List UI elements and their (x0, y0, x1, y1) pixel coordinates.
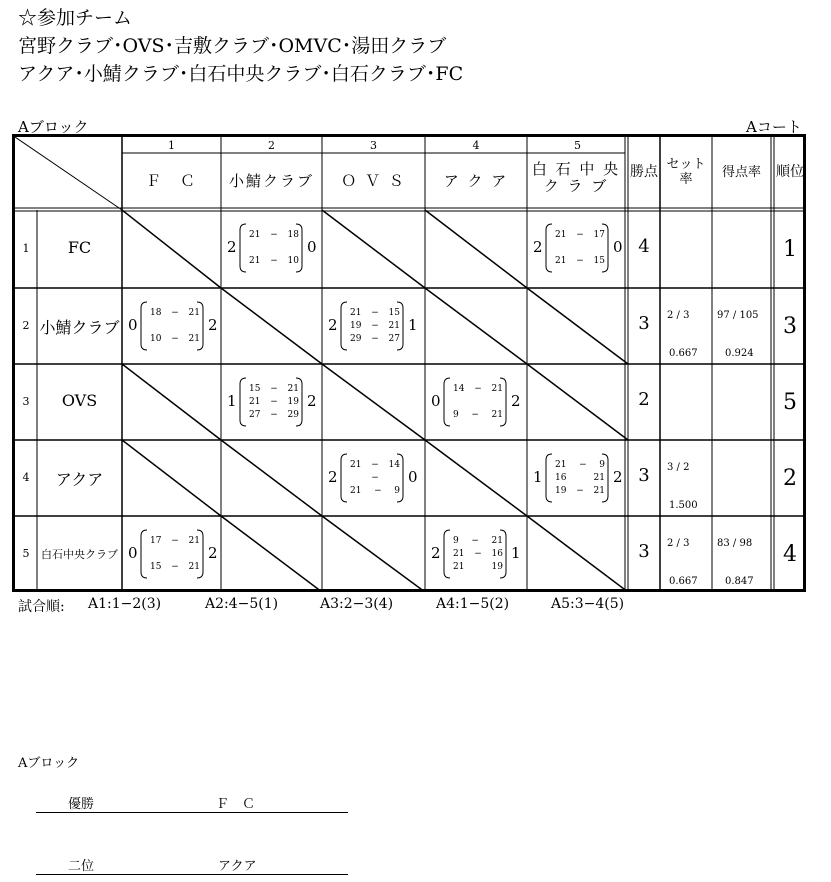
set-points: 21 (593, 486, 605, 496)
row-team-name-4: アクア (55, 470, 104, 489)
set-points: 21 (188, 536, 200, 546)
match-order-5: A5:3−4(5) (551, 596, 625, 612)
set-rate-value-5: 0.667 (669, 576, 698, 587)
set-points: 21 (453, 549, 465, 559)
table-grid (15, 137, 803, 589)
column-number-5: 5 (574, 139, 581, 152)
match-right-score: 2 (511, 392, 521, 410)
set-scores-bracket (545, 222, 609, 274)
column-team-name-2: 小鯖クラブ (228, 172, 314, 190)
set-dash: − (474, 384, 482, 394)
set-points: 16 (491, 549, 503, 559)
set-points: 15 (388, 308, 400, 318)
set-dash: − (270, 384, 278, 394)
set-score (249, 384, 299, 394)
set-score (350, 321, 400, 331)
set-score (350, 473, 400, 483)
set-points: 21 (555, 256, 567, 266)
row-rank-4: 2 (783, 466, 797, 491)
set-points: 21 (350, 460, 362, 470)
set-dash: − (371, 473, 379, 483)
corner-diagonal (15, 137, 122, 210)
set-points: 21 (491, 410, 503, 420)
left-bracket (546, 224, 552, 272)
empty-cell-diagonal (322, 364, 425, 440)
match-cell (128, 524, 220, 584)
row-team-name-1: FC (67, 238, 92, 257)
row-team-name-3: OVS (61, 391, 98, 410)
standings-table (12, 134, 806, 592)
set-dash: − (270, 256, 278, 266)
set-score (150, 536, 200, 546)
row-number-2: 2 (22, 319, 30, 332)
set-dash: − (474, 549, 482, 559)
set-scores-bracket (239, 222, 303, 274)
set-points: 21 (287, 384, 299, 394)
set-points: 21 (350, 486, 362, 496)
set-dash: − (371, 460, 379, 470)
set-score (249, 256, 299, 266)
row-points-2: 3 (638, 313, 650, 334)
match-right-score: 2 (208, 544, 218, 562)
set-dash: − (471, 410, 479, 420)
set-score (350, 460, 400, 470)
left-bracket (546, 454, 552, 502)
match-cell (328, 448, 420, 508)
set-points: 17 (150, 536, 162, 546)
set-scores-bracket (443, 376, 507, 428)
set-points: 18 (150, 308, 162, 318)
set-points: 9 (394, 486, 400, 496)
match-right-score: 2 (613, 468, 623, 486)
empty-cell-diagonal (122, 440, 221, 516)
row-rank-2: 3 (783, 314, 797, 339)
set-rate-fraction-5: 2 / 3 (667, 538, 690, 549)
set-points: 21 (350, 308, 362, 318)
set-score (350, 308, 400, 318)
set-dash: − (371, 321, 379, 331)
match-cell (431, 372, 523, 432)
set-score (453, 384, 503, 394)
set-points: 21 (188, 562, 200, 572)
set-scores-bracket (443, 528, 507, 580)
set-points: 27 (388, 334, 400, 344)
set-dash: − (371, 334, 379, 344)
row-number-4: 4 (22, 471, 30, 484)
set-points: 17 (593, 230, 605, 240)
row-points-5: 3 (638, 541, 650, 562)
empty-cell-diagonal (122, 210, 221, 288)
set-points: 19 (287, 397, 299, 407)
column-number-3: 3 (370, 139, 377, 152)
match-left-score: 2 (227, 238, 237, 256)
set-points: 21 (453, 562, 465, 572)
set-points: 21 (555, 230, 567, 240)
set-score (249, 230, 299, 240)
set-points: 21 (593, 473, 605, 483)
set-dash: − (171, 308, 179, 318)
set-score (453, 562, 503, 572)
set-points: 19 (350, 321, 362, 331)
set-scores-bracket (140, 300, 204, 352)
second-place-label: 二位 (68, 859, 95, 874)
first-place-underline (36, 812, 348, 813)
score-rate-fraction-5: 83 / 98 (717, 538, 753, 549)
set-points: 15 (593, 256, 605, 266)
match-left-score: 2 (431, 544, 441, 562)
set-scores-bracket (340, 300, 404, 352)
match-left-score: 0 (128, 316, 138, 334)
set-points: 9 (453, 410, 459, 420)
empty-cell-diagonal (221, 440, 322, 516)
set-scores-bracket (545, 452, 609, 504)
set-dash: − (471, 536, 479, 546)
set-dash: − (270, 410, 278, 420)
header-rank: 順位 (776, 164, 804, 180)
set-points: 18 (287, 230, 299, 240)
set-dash: − (576, 256, 584, 266)
match-right-score: 1 (511, 544, 521, 562)
empty-cell-diagonal (221, 288, 322, 364)
set-dash: − (374, 486, 382, 496)
set-points: 15 (150, 562, 162, 572)
set-rate-fraction-4: 3 / 2 (667, 462, 690, 473)
empty-cell-diagonal (322, 210, 425, 288)
match-cell (533, 448, 625, 508)
title: ☆参加チーム (18, 7, 133, 29)
set-points: 27 (249, 410, 261, 420)
match-right-score: 0 (307, 238, 317, 256)
match-order-1: A1:1−2(3) (88, 596, 162, 612)
set-rate-fraction-2: 2 / 3 (667, 310, 690, 321)
set-points: 9 (599, 460, 605, 470)
set-score (453, 536, 503, 546)
match-cell (227, 372, 319, 432)
match-right-score: 0 (408, 468, 418, 486)
set-points: 9 (453, 536, 459, 546)
header-set-rate: セット 率 (666, 157, 706, 187)
set-points: 10 (287, 256, 299, 266)
set-points: 10 (150, 334, 162, 344)
set-dash: − (171, 536, 179, 546)
set-points: 21 (249, 397, 261, 407)
row-team-name-2: 小鯖クラブ (39, 318, 120, 337)
left-bracket (141, 530, 147, 578)
match-right-score: 1 (408, 316, 418, 334)
empty-cell-diagonal (122, 364, 221, 440)
row-points-4: 3 (638, 465, 650, 486)
set-points: 19 (555, 486, 567, 496)
set-dash: − (371, 308, 379, 318)
match-cell (128, 296, 220, 356)
match-left-score: 0 (431, 392, 441, 410)
match-right-score: 0 (613, 238, 623, 256)
match-left-score: 0 (128, 544, 138, 562)
empty-cell-diagonal (425, 288, 527, 364)
match-left-score: 1 (533, 468, 543, 486)
match-order-label: 試合順: (18, 599, 65, 615)
score-rate-value-5: 0.847 (725, 576, 754, 587)
row-rank-3: 5 (783, 390, 797, 415)
set-dash: − (576, 486, 584, 496)
second-place-underline (36, 874, 348, 875)
set-points: 14 (388, 460, 400, 470)
match-left-score: 1 (227, 392, 237, 410)
left-bracket (240, 224, 246, 272)
row-points-1: 4 (638, 236, 650, 257)
first-place-team: Ｆ Ｃ (216, 797, 256, 812)
second-place-team: アクア (218, 859, 257, 874)
set-points: 21 (491, 536, 503, 546)
set-points: 21 (188, 308, 200, 318)
row-points-3: 2 (638, 389, 650, 410)
column-number-4: 4 (472, 139, 480, 152)
set-points: 29 (350, 334, 362, 344)
set-dash: − (171, 334, 179, 344)
match-left-score: 2 (328, 316, 338, 334)
match-cell (328, 296, 420, 356)
set-score (453, 549, 503, 559)
empty-cell-diagonal (527, 364, 628, 440)
score-rate-fraction-2: 97 / 105 (717, 310, 759, 321)
teams-line-1: 宮野クラブ･OVS･吉敷クラブ･OMVC･湯田クラブ (18, 35, 447, 57)
set-points: 14 (453, 384, 465, 394)
match-cell (227, 218, 319, 278)
empty-cell-diagonal (322, 516, 425, 589)
row-team-name-5: 白石中央クラブ (41, 548, 118, 561)
set-points: 21 (491, 384, 503, 394)
set-score (555, 230, 605, 240)
column-team-name-1: Ｆ Ｃ (145, 172, 197, 190)
set-score (150, 308, 200, 318)
left-bracket (444, 378, 450, 426)
set-score (350, 486, 400, 496)
empty-cell-diagonal (425, 210, 527, 288)
set-score (350, 334, 400, 344)
column-number-2: 2 (268, 139, 275, 152)
left-bracket (240, 378, 246, 426)
empty-cell-diagonal (527, 288, 628, 364)
column-team-name-3: Ｏ Ｖ Ｓ (341, 172, 406, 190)
column-number-1: 1 (168, 139, 175, 152)
match-left-score: 2 (328, 468, 338, 486)
set-score (555, 473, 605, 483)
row-rank-5: 4 (783, 542, 797, 567)
match-cell (533, 218, 625, 278)
header-points: 勝点 (630, 164, 658, 180)
set-scores-bracket (340, 452, 404, 504)
results-block-label: Aブロック (18, 756, 80, 771)
set-score (249, 410, 299, 420)
column-team-name-4: ア ク ア (443, 172, 509, 190)
match-order-2: A2:4−5(1) (205, 596, 279, 612)
match-cell (431, 524, 523, 584)
court-label: Aコート (746, 118, 802, 136)
left-bracket (341, 454, 347, 502)
teams-line-2: アクア･小鯖クラブ･白石中央クラブ･白石クラブ･FC (18, 63, 464, 85)
set-points: 16 (555, 473, 567, 483)
match-order-4: A4:1−5(2) (436, 596, 510, 612)
set-points: 21 (188, 334, 200, 344)
score-rate-value-2: 0.924 (725, 348, 754, 359)
empty-cell-diagonal (221, 516, 322, 589)
set-scores-bracket (239, 376, 303, 428)
first-place-label: 優勝 (68, 797, 95, 812)
set-points: 21 (249, 230, 261, 240)
match-order-3: A3:2−3(4) (320, 596, 394, 612)
row-number-5: 5 (22, 547, 30, 560)
set-rate-value-4: 1.500 (669, 500, 698, 511)
set-score (453, 410, 503, 420)
set-score (555, 486, 605, 496)
row-number-1: 1 (22, 242, 30, 255)
set-points: 19 (491, 562, 503, 572)
set-dash: − (576, 230, 584, 240)
set-dash: − (270, 397, 278, 407)
set-score (150, 334, 200, 344)
set-dash: − (579, 460, 587, 470)
match-right-score: 2 (307, 392, 317, 410)
row-number-3: 3 (22, 395, 30, 408)
match-right-score: 2 (208, 316, 218, 334)
set-points: 21 (555, 460, 567, 470)
set-dash: − (270, 230, 278, 240)
left-bracket (444, 530, 450, 578)
set-points: 15 (249, 384, 261, 394)
block-label: Aブロック (18, 118, 89, 136)
left-bracket (141, 302, 147, 350)
set-scores-bracket (140, 528, 204, 580)
set-score (249, 397, 299, 407)
match-left-score: 2 (533, 238, 543, 256)
set-points: 21 (249, 256, 261, 266)
empty-cell-diagonal (527, 516, 628, 589)
left-bracket (341, 302, 347, 350)
column-team-name-5: 白 石 中 央 ク ラ ブ (531, 160, 621, 195)
empty-cell-diagonal (425, 440, 527, 516)
header-score-rate: 得点率 (721, 165, 761, 180)
set-score (150, 562, 200, 572)
set-score (555, 256, 605, 266)
set-dash: − (171, 562, 179, 572)
set-points: 21 (388, 321, 400, 331)
set-score (555, 460, 605, 470)
set-rate-value-2: 0.667 (669, 348, 698, 359)
row-rank-1: 1 (783, 237, 797, 262)
set-points: 29 (287, 410, 299, 420)
